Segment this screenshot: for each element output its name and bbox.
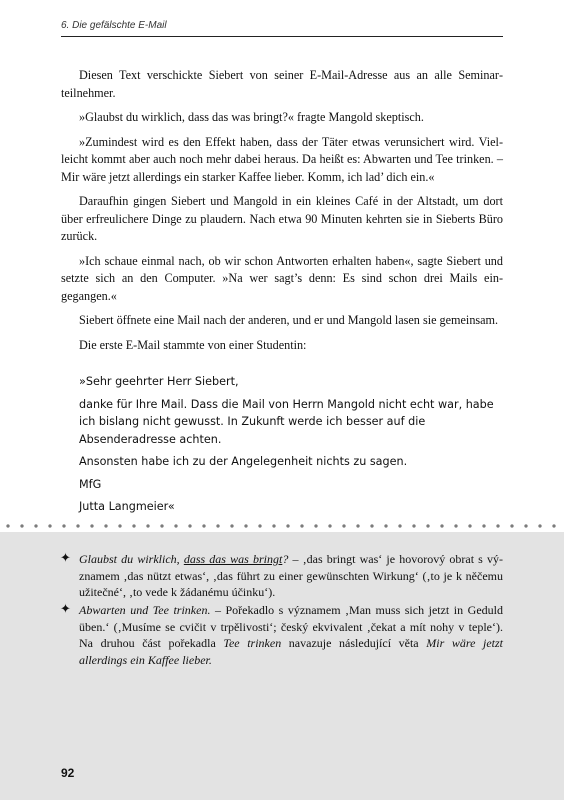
email-line: danke für Ihre Mail. Dass die Mail von Herrn Mangold nicht echt war, habe ich bislang nicht gewusst. In Zukunft werde ich besser auf die Absenderadresse achten. [79,397,494,446]
email-signature: Jutta Langmeier« [79,500,175,513]
dotted-divider [0,521,564,531]
email-quote [79,373,503,521]
running-header [61,16,503,37]
email-closing: MfG [79,477,102,491]
main-text [61,67,503,361]
chapter-title: 6. Die gefälschte E-Mail [61,20,167,31]
note-italic-term: Mir wäre jetzt allerdings ein Kaffee lieber. [79,636,503,667]
note-phrase: Glaubst du wirklich, dass das was bringt? [79,552,289,566]
note-explanation: – ‚das bringt was‘ je hovorový obrat s významem ‚das nützt etwas‘, ‚das führt zu einer gewünschten Wirkung‘ (‚to je k něčemu užitečné‘, ‚to vede k žádanému účinku‘). [79,552,504,599]
email-salutation: »Sehr geehrter Herr Siebert, [79,375,239,388]
note-item [60,602,503,668]
paragraph: Daraufhin gingen Siebert und Mangold in ein kleines Café in der Altstadt, um dort über erfreulichere Dinge zu plaudern. Nach etwa 90 Minuten kehrten sie in Sieberts Büro zurück. [61,194,503,243]
page-number: 92 [61,766,75,780]
paragraph: »Ich schaue einmal nach, ob wir schon Antworten erhalten haben«, sagte Siebert und setzte sich an den Computer. »Na wer sagt’s denn: Es sind schon drei Mails eingegangen.« [61,253,503,303]
paragraph: Siebert öffnete eine Mail nach der anderen, und er und Mangold lasen sie gemeinsam. [79,313,499,327]
paragraph: Die erste E-Mail stammte von einer Studentin: [79,337,307,352]
paragraph: »Zumindest wird es den Effekt haben, dass der Täter etwas verunsichert wird. Vielleicht kommt aber auch noch mehr dabei heraus. Da heißt es: Abwarten und Tee trinken. – Mir wäre jetzt allerdings ein starker Kaffee lieber. Komm, ich lad’ dich ein.« [61,134,503,184]
star-bullet-icon: ✦ [60,551,71,566]
note-phrase: Abwarten und Tee trinken. [79,603,211,617]
star-bullet-icon: ✦ [60,602,71,617]
note-italic-term: Tee trinken [223,636,282,650]
email-line: Ansonsten habe ich zu der Angelegenheit nichts zu sagen. [79,455,408,468]
paragraph: Diesen Text verschickte Siebert von seiner E-Mail-Adresse aus an alle Seminarteilnehmer. [61,68,503,100]
underlined-phrase: dass das was bringt [183,552,283,566]
vocabulary-notes-box [0,532,564,800]
note-item [60,551,504,601]
note-explanation: – Pořekadlo s významem ‚Man muss sich jetzt in Geduld üben.‘ (‚Musíme se cvičit v trpělivosti‘; český ekvivalent ‚čekat a mít nohy v teple‘). Na druhou část pořekadla [79,603,503,650]
paragraph: »Glaubst du wirklich, dass das was bringt?« fragte Mangold skeptisch. [79,110,424,124]
note-explanation: navazuje následující věta [281,636,427,650]
